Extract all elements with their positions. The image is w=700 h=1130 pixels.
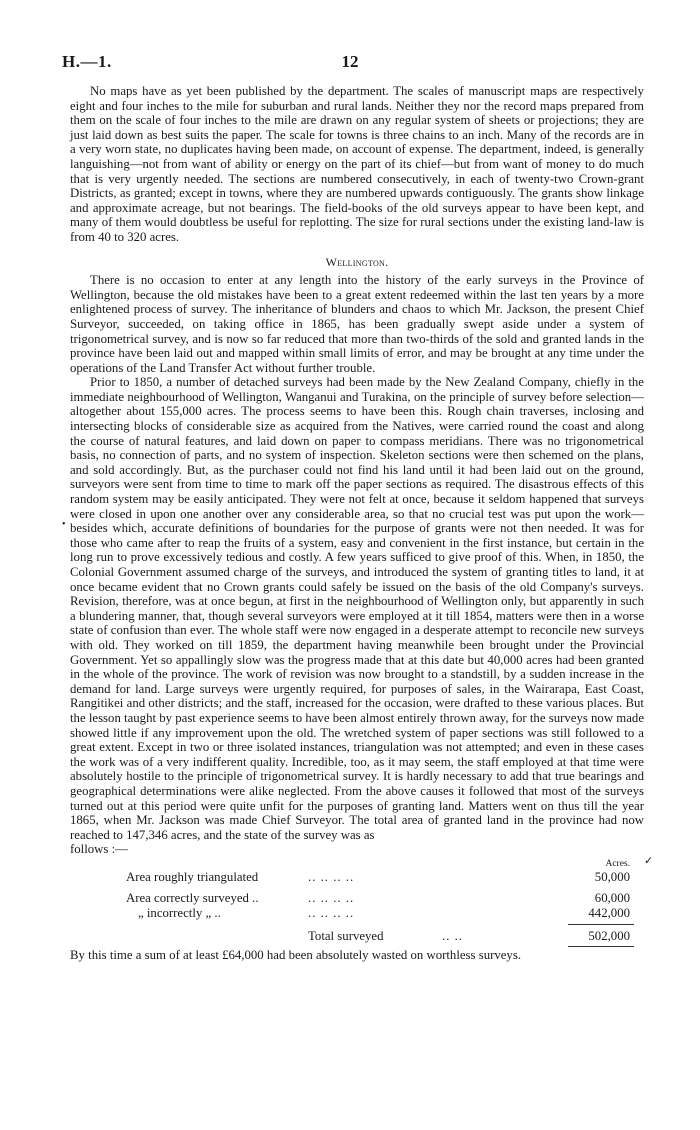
dot-leader: .. .. .. ..	[308, 905, 355, 920]
margin-check-mark: ✓	[644, 855, 654, 867]
acreage-table	[70, 859, 644, 948]
total-label: Total surveyed	[308, 928, 384, 943]
unit-label: Acres.	[605, 858, 630, 869]
paragraph-wellington-history: There is no occasion to enter at any length into the history of the early surveys in the Province of Wellington, because the old mistakes have been to a great extent redeemed within the last ten years by a more enlightened process of survey. The inheritance of blunders and chaos to which Mr. Jackson, the present Chief Surveyor, succeeded, on taking office in 1865, has been gradually swept aside under a system of trigonometrical survey, and is now so far reduced that more than two-thirds of the sold and granted lands in the province have been laid out and mapped within small limits of error, and may be brought at any time under the operations of the Land Transfer Act without further trouble.	[70, 273, 644, 375]
dot-leader: .. .. .. ..	[308, 869, 355, 884]
margin-bullet-mark: •	[62, 519, 66, 530]
dot-leader: .. .. .. ..	[308, 890, 355, 905]
page-number: 12	[341, 52, 359, 71]
closing-sentence: By this time a sum of at least £64,000 had been absolutely wasted on worthless surveys.	[70, 947, 522, 962]
row-value: 50,000	[594, 869, 630, 884]
row-value: 60,000	[594, 890, 630, 905]
section-heading-wellington: Wellington.	[325, 254, 389, 269]
document-reference: H.—1.	[62, 52, 112, 71]
table-total-row	[70, 929, 644, 944]
paragraph-early-surveys: Prior to 1850, a number of detached surveys had been made by the New Zealand Company, chiefly in the immediate neighbourhood of Wellington, Wanganui and Turakina, on the principle of survey before selection—altogether about 155,000 acres. The process seems to have been this. Rough chain traverses, inclosing and intersecting blocks of considerable size as acquired from the Natives, were carried round the coast and along the course of natural features, and laid down on paper to compass meridians. There was no trigonometrical basis, no connection of parts, and no system of inspection. Skeleton sections were then schemed on the plans, and sold accordingly. But, as the purchaser could not find his land until it had been laid out on the ground, surveyors were sent from time to time to mark off the paper sections as required. The disastrous effects of this random system may be easily anticipated. They were not felt at once, because it seldom happened that surveys were closed in upon one another over any considerable area, so that no crucial test was put upon the work—besides which, accurate definitions of boundaries for the purpose of grants were not then needed. It was for those who came after to reap the fruits of a system, easy and convenient in the first instance, but certain in the long run to prove excessively tedious and costly. A few years sufficed to give proof of this. When, in 1850, the Colonial Government assumed charge of the surveys, and introduced the system of granting titles to land, it at once became evident that no Crown grants could safely be issued on the basis of the old Company's surveys. Revision, therefore, was at once begun, at first in the neighbourhood of Wellington only, but apparently in such a blundering manner, that, though several surveyors were employed at it till 1854, matters were then in a worse state of confusion than ever. The whole staff were now engaged in a desperate attempt to reconcile new surveys with old. They worked on till 1859, the department having meanwhile been brought under the Provincial Government. Yet so appallingly slow was the progress made that at this date but 40,000 acres had been granted in the whole of the province. The work of revision was now brought to a standstill, by a sudden increase in the demand for land. Large surveys were urgently required, for purposes of sales, in the Wairarapa, East Coast, Rangitikei and other districts; and the staff, increased for the occasion, were drafted to these various places. But the lesson taught by past experience seems to have been almost entirely thrown away, for the surveys now made showed little if any improvement upon the old. The wretched system of paper sections was still followed to a great extent. Except in two or three isolated instances, triangulation was not attempted; and even in these cases the work was of a very indifferent quality. Incredible, too, as it may seem, the staff employed at that time were absolutely hostile to the principle of trigonometrical survey. It is hardly necessary to add that true bearings and geographical determinations were alike neglected. From the above causes it followed that most of the surveys turned out at this period were quite unfit for the purposes of granting land. Matters went on thus till the year 1865, when Mr. Jackson was made Chief Surveyor. The total area of granted land in the province had now reached to 147,346 acres, and the state of the survey was as	[70, 375, 644, 842]
total-rule	[568, 946, 634, 947]
table-row	[70, 906, 644, 921]
total-value: 502,000	[588, 928, 630, 943]
document-body	[70, 84, 644, 962]
row-label: Area correctly surveyed ..	[126, 890, 259, 905]
row-value: 442,000	[588, 905, 630, 920]
paragraph-maps: No maps have as yet been published by the department. The scales of manuscript maps are respectively eight and four inches to the mile for suburban and rural lands. Neither they nor the record maps prepared from them on the scale of four inches to the mile are drawn on any regular system of sheets or projections; they are just laid down as best suits the paper. The scale for towns is three chains to an inch. Many of the records are in a very worn state, no duplicates having been made, on account of expense. The department, indeed, is generally languishing—not from want of ability or energy on the part of its chief—but from want of money to do much that is very urgently needed. The sections are numbered consecutively, in each of twenty-two Crown-grant Districts, as granted; except in towns, where they are numbered upwards contiguously. The grants show linkage and approximate acreage, but not bearings. The field-books of the old surveys appear to have been kept, and many of them would doubtless be useful for replotting. The size for rural sections under the existing land-law is from 40 to 320 acres.	[70, 84, 644, 244]
row-label: „ incorrectly „ ..	[138, 905, 221, 920]
dot-leader: .. ..	[442, 928, 463, 943]
table-row	[70, 870, 644, 885]
table-row	[70, 891, 644, 906]
follows-label: follows :—	[70, 842, 128, 857]
sum-rule	[568, 924, 634, 925]
row-label: Area roughly triangulated	[126, 869, 259, 884]
